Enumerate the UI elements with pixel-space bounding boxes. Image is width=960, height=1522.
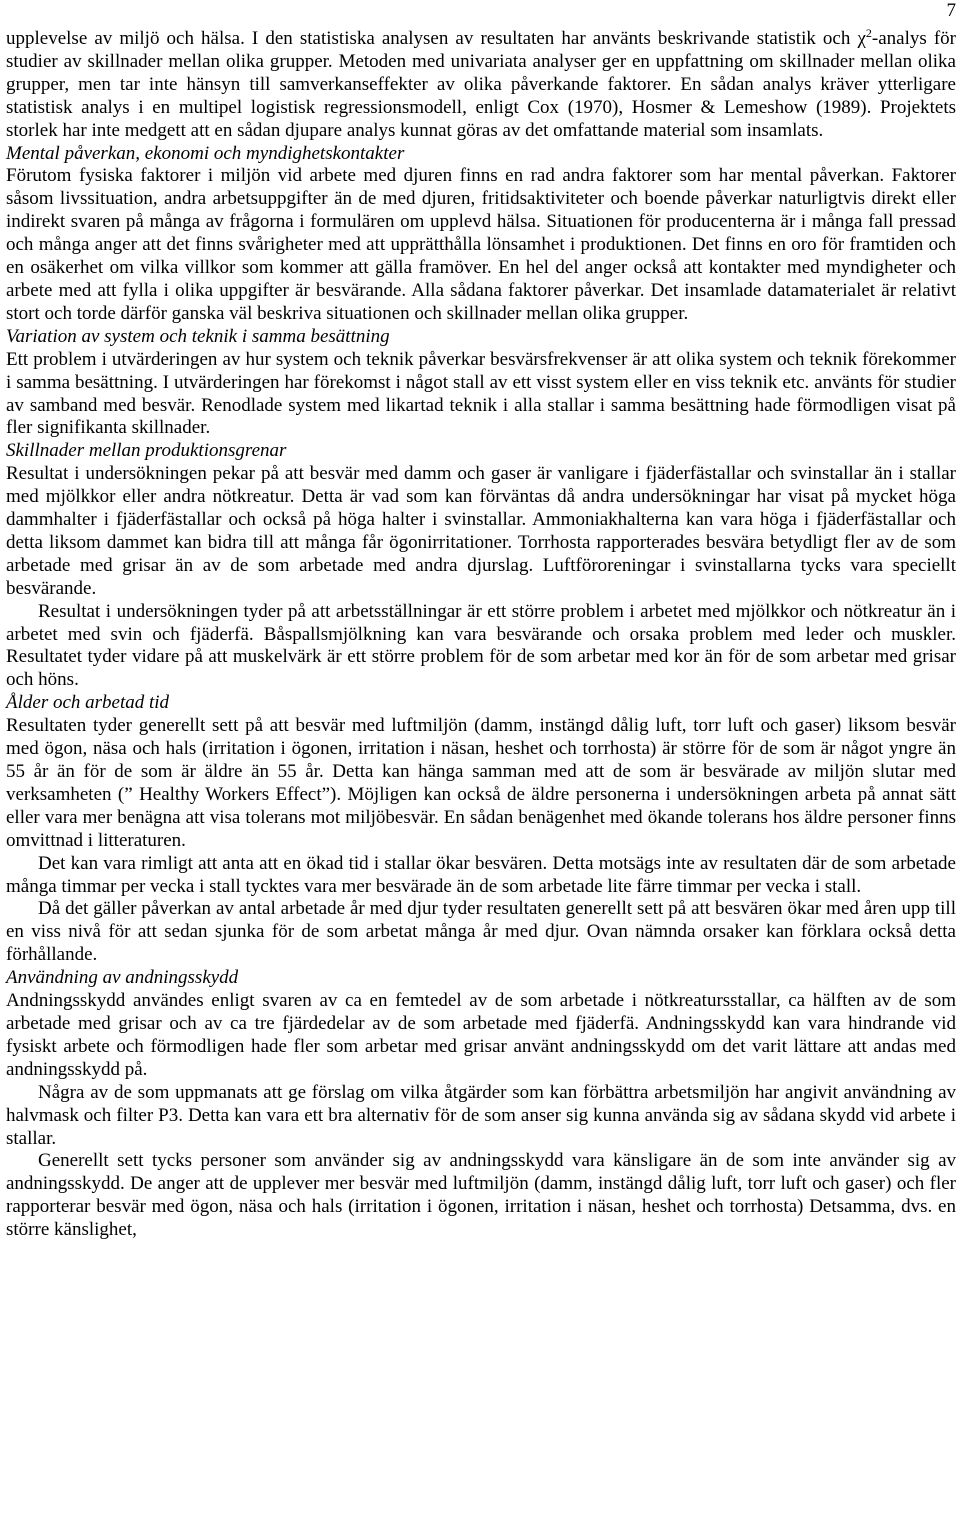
- section-heading-respirator: Användning av andningsskydd: [6, 967, 239, 989]
- section-mental-paragraph-1: Förutom fysiska faktorer i miljön vid arbete med djuren finns en rad andra faktorer som har mental påverkan. Faktorer såsom livssituation, andra arbetsuppgifter än de med djuren, fritidsaktiviteter och boende påverkar naturligtvis direkt eller indirekt svaren på många av frågorna i formulären om upplevd hälsa. Situationen för producenterna är i många fall pressad och många anger att det finns svårigheter med att upprätthålla lönsamhet i produktionen. Det finns en oro för framtiden och en osäkerhet om vilka villkor som kommer att gälla framöver. En hel del anger också att kontakter med myndigheter och arbete med att fylla i olika uppgifter är besvärande. Alla sådana faktorer påverkar. Det insamlade datamaterialet är relativt stort och torde därför ganska väl beskriva situationen och skillnader mellan olika grupper.: [6, 165, 956, 324]
- chi-symbol: χ: [857, 28, 866, 49]
- section-respirator-paragraph-3: Generellt sett tycks personer som använder sig av andningsskydd vara känsligare än de som inte använder sig av andningsskydd. De anger att de upplever mer besvär med luftmiljön (damm, instängd dålig luft, torr luft och gaser) och fler rapporterar besvär med ögon, näsa och hals (irritation i ögonen, irritation i näsan, heshet och torrhosta) Detsamma, dvs. en större känslighet,: [6, 1150, 956, 1241]
- section-production-paragraph-1: Resultat i undersökningen pekar på att besvär med damm och gaser är vanligare i fjäderfästallar och svinstallar än i stallar med mjölkkor eller andra nötkreatur. Detta är vad som kan förväntas då andra undersökningar har visat på mycket höga dammhalter i fjäderfästallar och också på höga halter i svinstallar. Ammoniakhalterna kan vara höga i fjäderfästallar och detta liksom dammet kan bidra till att många får ögonirritationer. Torrhosta rapporterades besvära betydligt fler av de som arbetade med grisar än av de som arbetade med andra djurslag. Luftföroreningar i svinstallarna tycks vara speciellt besvärande.: [6, 463, 956, 599]
- section-heading-production: Skillnader mellan produktionsgrenar: [6, 440, 287, 462]
- chi-exponent: 2: [865, 26, 872, 40]
- intro-text-before-chi: upplevelse av miljö och hälsa. I den statistiska analysen av resultaten har använts beskrivande statistik och: [6, 28, 858, 49]
- intro-text-after-chi: -analys för studier av skillnader mellan olika grupper. Metoden med univariata analyser ger en uppfattning om skillnader mellan olika grupper, men tar inte hänsyn till samverkanseffekter av olika påverkande faktorer. En sådan analys kräver ytterligare statistisk analys i en multipel logistisk regressionsmodell, enligt Cox (1970), Hosmer & Lemeshow (1989). Projektets storlek har inte medgett att en sådan djupare analys kunnat göras av det omfattande material som insamlats.: [6, 28, 956, 141]
- intro-paragraph: [6, 28, 956, 143]
- section-respirator-paragraph-1: Andningsskydd användes enligt svaren av ca en femtedel av de som arbetade i nötkreatursstallar, ca hälften av de som arbetade med grisar och av ca tre fjärdedelar av de som arbetade med fjäderfä. Andningsskydd kan vara hindrande vid fysiskt arbete och förmodligen hade fler som arbetar med grisar använt andningsskydd om det varit lättare att andas med andningsskydd på.: [6, 990, 956, 1080]
- section-production-paragraph-2: Resultat i undersökningen tyder på att arbetsställningar är ett större problem i arbetet med mjölkkor och nötkreatur än i arbetet med svin och fjäderfä. Båspallsmjölkning kan vara besvärande och orsaka problem med leder och muskler. Resultatet tyder vidare på att muskelvärk är ett större problem för de som arbetar med kor än för de som arbetar med grisar och höns.: [6, 600, 956, 691]
- page-number: 7: [946, 0, 956, 21]
- section-variation-paragraph-1: Ett problem i utvärderingen av hur system och teknik påverkar besvärsfrekvenser är att olika system och teknik förekommer i samma besättning. I utvärderingen har förekomst i något stall av ett visst system eller en viss teknik etc. använts för studier av samband med besvär. Renodlade system med likartad teknik i alla stallar i samma besättning hade förmodligen visat på fler signifikanta skillnader.: [6, 348, 956, 439]
- section-heading-variation: Variation av system och teknik i samma besättning: [6, 325, 390, 347]
- section-heading-age: Ålder och arbetad tid: [6, 692, 170, 714]
- section-age-paragraph-3: Då det gäller påverkan av antal arbetade år med djur tyder resultaten generellt sett på att besvären ökar med åren upp till en viss nivå för att sedan sjunka för de som arbetat många år med djur. Ovan nämnda orsaker kan förklara också detta förhållande.: [6, 898, 956, 966]
- section-heading-mental: Mental påverkan, ekonomi och myndighetskontakter: [6, 142, 405, 164]
- section-age-paragraph-2: Det kan vara rimligt att anta att en ökad tid i stallar ökar besvären. Detta motsägs inte av resultaten där de som arbetade många timmar per vecka i stall tycktes vara mer besvärade än de som arbetade lite färre timmar per vecka i stall.: [6, 852, 956, 897]
- section-respirator-paragraph-2: Några av de som uppmanats att ge förslag om vilka åtgärder som kan förbättra arbetsmiljön har angivit användning av halvmask och filter P3. Detta kan vara ett bra alternativ för de som anser sig kunna använda sig av sådana skydd vid arbete i stallar.: [6, 1081, 956, 1149]
- section-age-paragraph-1: Resultaten tyder generellt sett på att besvär med luftmiljön (damm, instängd dålig luft, torr luft och gaser) liksom besvär med ögon, näsa och hals (irritation i ögonen, irritation i näsan, heshet och torrhosta) är större för de som är något yngre än 55 år än för de som är äldre än 55 år. Detta kan hänga samman med att de som är besvärade av miljön slutar med verksamheten (” Healthy Workers Effect”). Möjligen kan också de äldre personerna i undersökningen arbeta på annat sätt eller vara mer benägna att visa tolerans mot miljöbesvär. En sådan benägenhet med ökande tolerans hos äldre personer finns omvittnad i litteraturen.: [6, 715, 956, 851]
